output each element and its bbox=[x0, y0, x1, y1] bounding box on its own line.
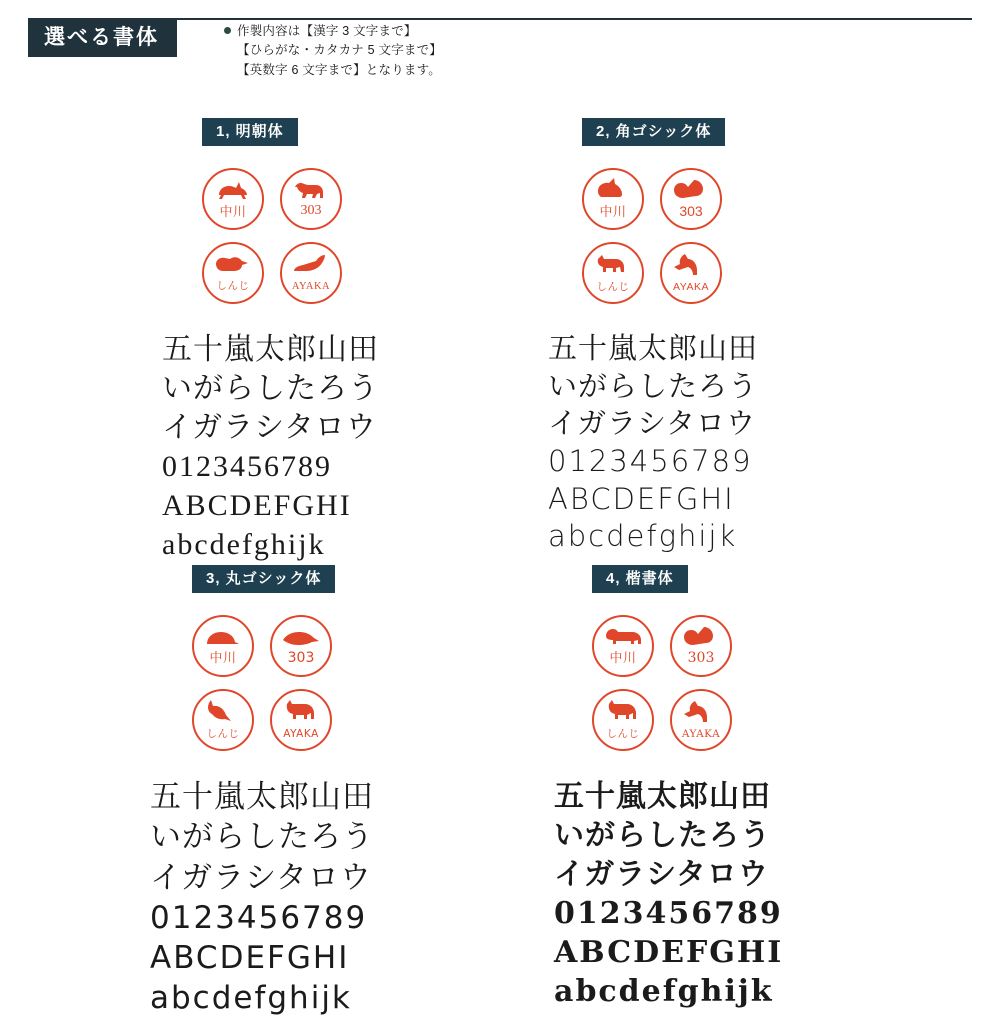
note-line-2: 【ひらがな・カタカナ 5 文字まで】 bbox=[237, 43, 442, 58]
font-block-title: 4, 楷書体 bbox=[592, 565, 688, 593]
cat-jump-icon bbox=[203, 698, 243, 722]
sample-kanji: 五十嵐太郎山田 bbox=[554, 779, 771, 814]
dog-standing-icon bbox=[603, 698, 643, 722]
sample-latin-upper: ABCDEFGHI bbox=[548, 481, 735, 516]
sample-hiragana: いがらしたろう bbox=[150, 819, 374, 856]
stamp-label: 303 bbox=[300, 203, 322, 218]
stamp-row bbox=[202, 242, 432, 304]
stamp-label: 303 bbox=[679, 203, 703, 219]
stamp-name-romaji[interactable] bbox=[270, 689, 332, 751]
stamp-label: 中川 bbox=[609, 651, 637, 666]
stamp-name-kanji[interactable] bbox=[592, 615, 654, 677]
squirrel-icon bbox=[671, 177, 711, 201]
sample-digits: 0123456789 bbox=[554, 896, 783, 931]
page-header bbox=[28, 18, 972, 80]
stamp-label: AYAKA bbox=[673, 280, 709, 293]
stamp-samples bbox=[582, 168, 812, 304]
font-block-maru-gothic bbox=[130, 565, 570, 1019]
otter-icon bbox=[213, 251, 253, 275]
stamp-name-romaji[interactable] bbox=[660, 242, 722, 304]
note-line-3: 【英数字 6 文字まで】となります。 bbox=[237, 62, 441, 77]
sample-katakana: イガラシタロウ bbox=[548, 406, 756, 441]
header-note bbox=[224, 22, 442, 80]
sample-text-kaku-gothic bbox=[548, 330, 960, 556]
stamp-label: AYAKA bbox=[283, 727, 319, 740]
stamp-name-hiragana[interactable] bbox=[582, 242, 644, 304]
sample-text-maru-gothic bbox=[150, 777, 570, 1019]
sample-latin-upper: ABCDEFGHI bbox=[554, 935, 784, 970]
cat-icon bbox=[593, 177, 633, 201]
fox-icon bbox=[281, 624, 321, 648]
sample-hiragana: いがらしたろう bbox=[548, 368, 759, 403]
stamp-label: AYAKA bbox=[291, 280, 331, 292]
squirrel-icon bbox=[681, 624, 721, 648]
sample-latin-lower: abcdefghijk bbox=[162, 528, 326, 561]
sample-text-mincho bbox=[162, 330, 570, 564]
sample-latin-upper: ABCDEFGHI bbox=[150, 940, 350, 977]
stamp-name-romaji[interactable] bbox=[280, 242, 342, 304]
sample-kanji: 五十嵐太郎山田 bbox=[548, 331, 759, 365]
stamp-number[interactable] bbox=[270, 615, 332, 677]
stamp-label: 303 bbox=[287, 650, 315, 666]
stamp-label: しんじ bbox=[206, 727, 240, 740]
stamp-label: 303 bbox=[687, 650, 715, 666]
stamp-number[interactable] bbox=[660, 168, 722, 230]
stamp-row bbox=[192, 615, 422, 677]
stamp-name-hiragana[interactable] bbox=[592, 689, 654, 751]
stamp-samples bbox=[192, 615, 422, 751]
sample-hiragana: いがらしたろう bbox=[554, 818, 771, 853]
font-block-kaku-gothic bbox=[520, 118, 960, 556]
cat-sitting-icon bbox=[671, 251, 711, 275]
page-title: 選べる書体 bbox=[28, 18, 177, 57]
sample-kanji: 五十嵐太郎山田 bbox=[150, 779, 374, 815]
font-block-mincho bbox=[130, 118, 570, 564]
sample-digits: 0123456789 bbox=[548, 444, 753, 479]
stamp-row bbox=[192, 689, 422, 751]
stamp-label: 中川 bbox=[599, 204, 627, 219]
dachshund-icon bbox=[603, 624, 643, 648]
sample-latin-lower: abcdefghijk bbox=[150, 980, 352, 1017]
sample-katakana: イガラシタロウ bbox=[554, 857, 769, 892]
stamp-samples bbox=[592, 615, 822, 751]
dog-icon bbox=[291, 177, 331, 201]
stamp-label: しんじ bbox=[596, 280, 630, 293]
stamp-label: しんじ bbox=[606, 727, 640, 740]
stamp-name-hiragana[interactable] bbox=[202, 242, 264, 304]
note-line-1: 作製内容は【漢字 3 文字まで】 bbox=[237, 24, 417, 38]
stamp-row bbox=[202, 168, 432, 230]
dog-icon bbox=[593, 251, 633, 275]
stamp-number[interactable] bbox=[280, 168, 342, 230]
stamp-name-hiragana[interactable] bbox=[192, 689, 254, 751]
sample-hiragana: いがらしたろう bbox=[162, 372, 379, 405]
dog-standing-icon bbox=[281, 698, 321, 722]
sample-digits: 0123456789 bbox=[150, 899, 368, 936]
font-block-title: 2, 角ゴシック体 bbox=[582, 118, 725, 146]
sample-katakana: イガラシタロウ bbox=[162, 411, 377, 444]
sample-latin-upper: ABCDEFGHI bbox=[162, 489, 352, 522]
font-block-title: 3, 丸ゴシック体 bbox=[192, 565, 335, 593]
bullet-icon bbox=[224, 27, 231, 34]
stamp-row bbox=[582, 168, 812, 230]
sample-digits: 0123456789 bbox=[162, 450, 332, 483]
stamp-name-kanji[interactable] bbox=[192, 615, 254, 677]
stamp-label: 中川 bbox=[219, 204, 247, 219]
stamp-samples bbox=[202, 168, 432, 304]
stamp-name-romaji[interactable] bbox=[670, 689, 732, 751]
font-block-title: 1, 明朝体 bbox=[202, 118, 298, 146]
hedgehog-icon bbox=[203, 624, 243, 648]
stamp-row bbox=[592, 615, 822, 677]
stamp-label: 中川 bbox=[209, 651, 237, 666]
sample-latin-lower: abcdefghijk bbox=[548, 519, 738, 554]
bird-icon bbox=[291, 251, 331, 275]
sample-text-kaisho bbox=[554, 777, 960, 1011]
stamp-name-kanji[interactable] bbox=[582, 168, 644, 230]
sample-latin-lower: abcdefghijk bbox=[554, 974, 774, 1009]
stamp-row bbox=[592, 689, 822, 751]
sample-kanji: 五十嵐太郎山田 bbox=[162, 333, 379, 366]
stamp-number[interactable] bbox=[670, 615, 732, 677]
stamp-label: しんじ bbox=[216, 280, 250, 292]
cat-sitting-icon bbox=[681, 698, 721, 722]
stamp-label: AYAKA bbox=[681, 727, 721, 740]
stamp-row bbox=[582, 242, 812, 304]
sample-katakana: イガラシタロウ bbox=[150, 859, 372, 896]
cat-icon bbox=[213, 177, 253, 201]
font-block-kaisho bbox=[520, 565, 960, 1011]
stamp-name-kanji[interactable] bbox=[202, 168, 264, 230]
